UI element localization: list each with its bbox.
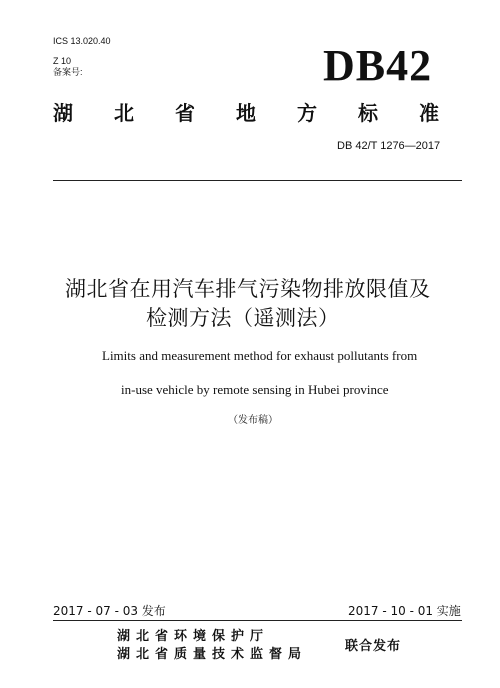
header-divider	[53, 180, 462, 181]
title-en-line1: Limits and measurement method for exhaust pollutants from	[102, 348, 418, 363]
title-en-line2: in-use vehicle by remote sensing in Hubei province	[121, 382, 389, 397]
implement-date: 2017 - 10 - 01 实施	[348, 604, 461, 618]
title-cn-line2: 检测方法（遥测法）	[146, 306, 340, 330]
record-number-label: 备案号:	[53, 67, 83, 77]
ics-code: ICS 13.020.40	[53, 36, 111, 46]
draft-status-label: （发布稿）	[228, 415, 278, 426]
classification-code: Z 10	[53, 56, 72, 66]
title-cn-line1: 湖北省在用汽车排气污染物排放限值及	[65, 277, 431, 301]
footer-divider	[53, 620, 462, 621]
standard-code: DB42	[323, 41, 433, 90]
standard-type: 湖北省地方标准	[53, 101, 480, 125]
issue-date: 2017 - 07 - 03 发布	[53, 604, 166, 618]
joint-issue-label: 联合发布	[345, 639, 402, 654]
standard-number: DB 42/T 1276—2017	[337, 140, 441, 152]
issuer-quality-bureau: 湖北省质量技术监督局	[117, 647, 308, 662]
issuer-environment-dept: 湖北省环境保护厅	[117, 629, 270, 644]
